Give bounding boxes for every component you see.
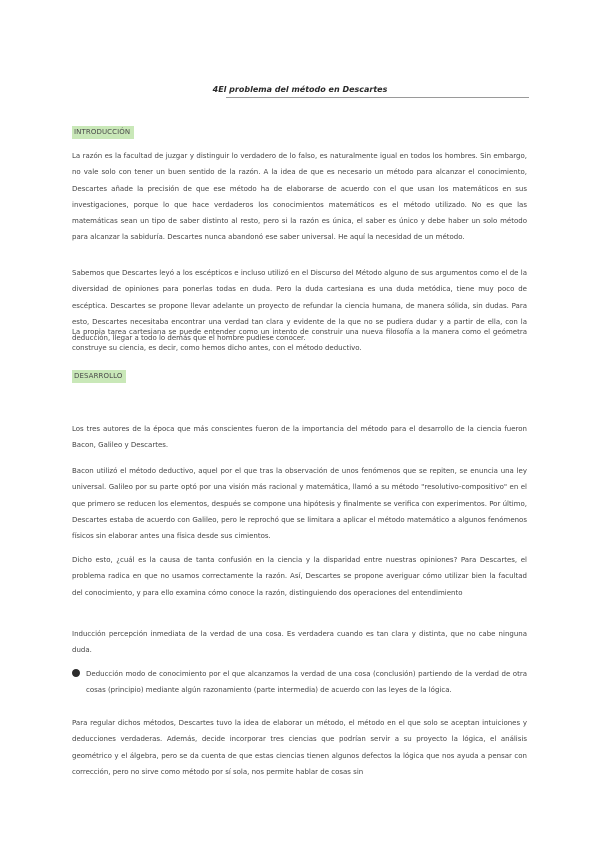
bullet-deduccion-text: Deducción modo de conocimiento por el que alcanzamos la verdad de una cosa (conclusión) partiendo de la verdad de otra cosas (principio) mediante algún razonamiento (parte intermedia) de acuerdo con las leyes de la lógica.: [86, 670, 527, 695]
title-underline: [226, 97, 529, 98]
section-label-desarrollo: DESARROLLO: [72, 370, 126, 383]
paragraph-desarrollo-1: Los tres autores de la época que más conscientes fueron de la importancia del método para el desarrollo de la ciencia fueron Bacon, Galileo y Descartes.: [72, 425, 527, 450]
paragraph-intro-3: La propia tarea cartesiana se puede entender como un intento de construir una nueva filosofía a la manera como el geómetra construye su ciencia, es decir, como hemos dicho antes, con el método deductivo.: [72, 328, 527, 353]
paragraph-intro-2: Sabemos que Descartes leyó a los escépticos e incluso utilizó en el Discurso del Método alguno de sus argumentos como el de la diversidad de opiniones para ponerlas todas en duda. Pero la duda cartesiana es una duda metódica, tiene muy poco de escéptica. Descartes se propone llevar adelante un proyecto de refundar la ciencia humana, de manera sólida, sin dudas. Para esto, Descartes necesitaba encontrar una verdad tan clara y evidente de la que no se pudiera dudar y a partir de ella, con la deducción, llegar a todo lo demás que el hombre pudiese conocer.: [72, 269, 527, 343]
document-title: 4El problema del método en Descartes: [212, 85, 388, 94]
paragraph-desarrollo-3: Dicho esto, ¿cuál es la causa de tanta confusión en la ciencia y la disparidad entre nuestras opiniones? Para Descartes, el problema radica en que no usamos correctamente la razón. Así, Descartes se propone averiguar cómo utilizar bien la facultad del conocimiento, y para ello examina cómo conoce la razón, distinguiendo dos operaciones del entendimiento: [72, 556, 527, 597]
bullet-dot-icon: [72, 669, 80, 677]
paragraph-intro-1: La razón es la facultad de juzgar y distinguir lo verdadero de lo falso, es naturalmente igual en todos los hombres. Sin embargo, no vale solo con tener un buen sentido de la razón. A la idea de que es necesario un método para alcanzar el conocimiento, Descartes añade la precisión de que ese método ha de elaborarse de acuerdo con el que usan los matemáticos en sus investigaciones, porque lo que hace verdaderos los conocimientos matemáticos es el método utilizado. No es que las matemáticas sean un tipo de saber distinto al resto, pero si la razón es única, el saber es único y debe haber un solo método para alcanzar la sabiduría. Descartes nunca abandonó ese saber universal. He aquí la necesidad de un método.: [72, 152, 527, 242]
paragraph-desarrollo-4: Para regular dichos métodos, Descartes tuvo la idea de elaborar un método, el método en el que solo se aceptan intuiciones y deducciones verdaderas. Además, decide incorporar tres ciencias que podrían servir a su proyecto la lógica, el análisis geométrico y el álgebra, pero se da cuenta de que estas ciencias tienen algunos defectos la lógica que nos ayuda a pensar con corrección, pero no sirve como método por sí sola, nos permite hablar de cosas sin: [72, 719, 527, 776]
section-label-introduccion: INTRODUCCIÓN: [72, 126, 134, 139]
paragraph-desarrollo-2: Bacon utilizó el método deductivo, aquel por el que tras la observación de unos fenómenos que se repiten, se enuncia una ley universal. Galileo por su parte optó por una visión más racional y matemática, llamó a su método "resolutivo-compositivo" en el que primero se reducen los elementos, después se compone una hipótesis y finalmente se verifica con experimentos. Por último, Descartes estaba de acuerdo con Galileo, pero le reprochó que se limitara a aplicar el método matemático a algunos fenómenos físicos sin elaborar antes una física desde sus cimientos.: [72, 467, 527, 541]
paragraph-induccion: Inducción percepción inmediata de la verdad de una cosa. Es verdadera cuando es tan clara y distinta, que no cabe ninguna duda.: [72, 630, 527, 655]
